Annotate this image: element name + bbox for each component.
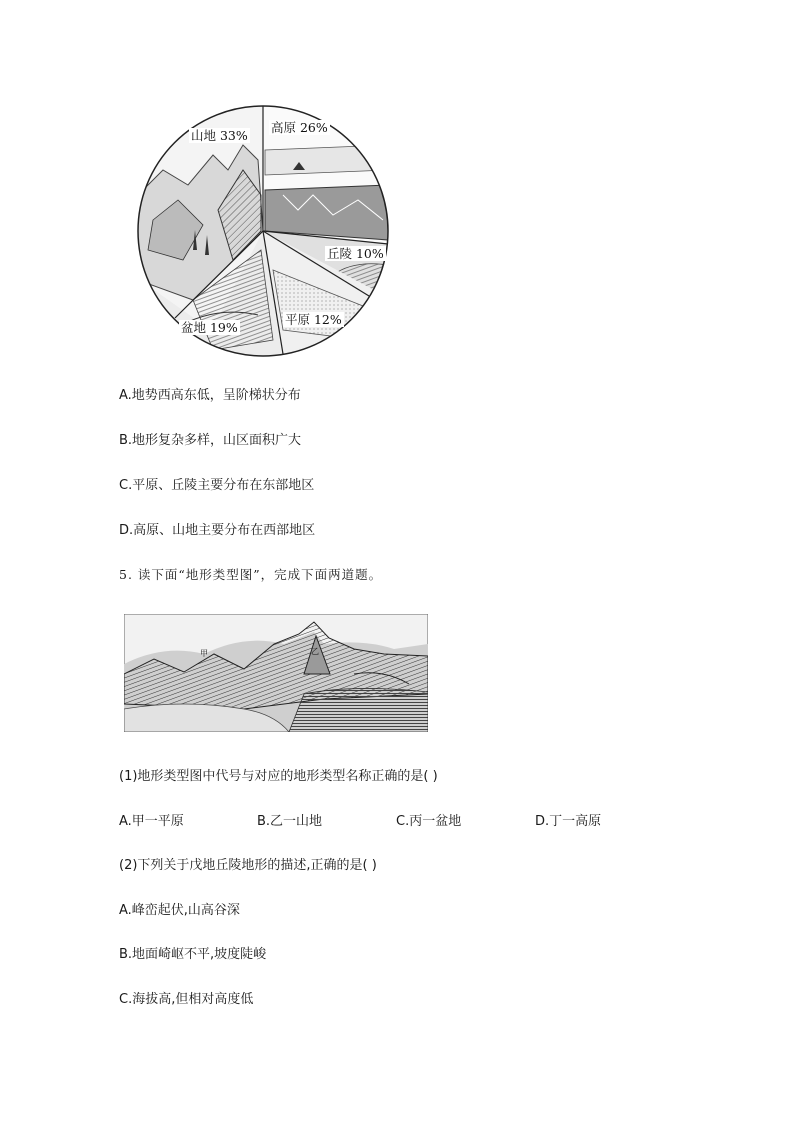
- terrain-proportion-pie: [133, 100, 393, 362]
- q5-sub2-option-b: B.地面崎岖不平,坡度陡峻: [119, 947, 267, 962]
- pie-label-qiuling: 丘陵 10%: [327, 246, 384, 261]
- q5-sub1-stem: (1)地形类型图中代号与对应的地形类型名称正确的是( ): [119, 769, 438, 784]
- pie-label-pingyuan: 平原 12%: [285, 312, 342, 327]
- pie-label-pendi: 盆地 19%: [181, 320, 238, 335]
- pie-label-shandi: 山地 33%: [191, 128, 248, 143]
- pie-svg: [133, 100, 393, 362]
- q5-sub1-option-c: C.丙一盆地: [396, 814, 462, 829]
- q4-option-d: D.高原、山地主要分布在西部地区: [119, 523, 316, 538]
- q5-sub1-option-d: D.丁一高原: [535, 814, 602, 829]
- figure-label-jia: 甲: [200, 649, 208, 658]
- q5-title: 5. 读下面“地形类型图”，完成下面两道题。: [119, 567, 383, 582]
- terrain-svg: [124, 614, 428, 732]
- q5-sub2-option-c: C.海拔高,但相对高度低: [119, 992, 254, 1007]
- q4-option-c: C.平原、丘陵主要分布在东部地区: [119, 478, 315, 493]
- q5-sub2-option-a: A.峰峦起伏,山高谷深: [119, 903, 240, 918]
- q5-sub1-option-a: A.甲一平原: [119, 814, 184, 829]
- q5-sub2-stem: (2)下列关于戊地丘陵地形的描述,正确的是( ): [119, 858, 377, 873]
- q4-option-a: A.地势西高东低，呈阶梯状分布: [119, 388, 301, 403]
- q4-option-b: B.地形复杂多样，山区面积广大: [119, 433, 302, 448]
- pie-label-gaoyuan: 高原 26%: [271, 120, 328, 135]
- q5-sub1-option-b: B.乙一山地: [257, 814, 323, 829]
- figure-label-yi: 乙: [311, 647, 319, 656]
- terrain-type-figure: [124, 614, 428, 732]
